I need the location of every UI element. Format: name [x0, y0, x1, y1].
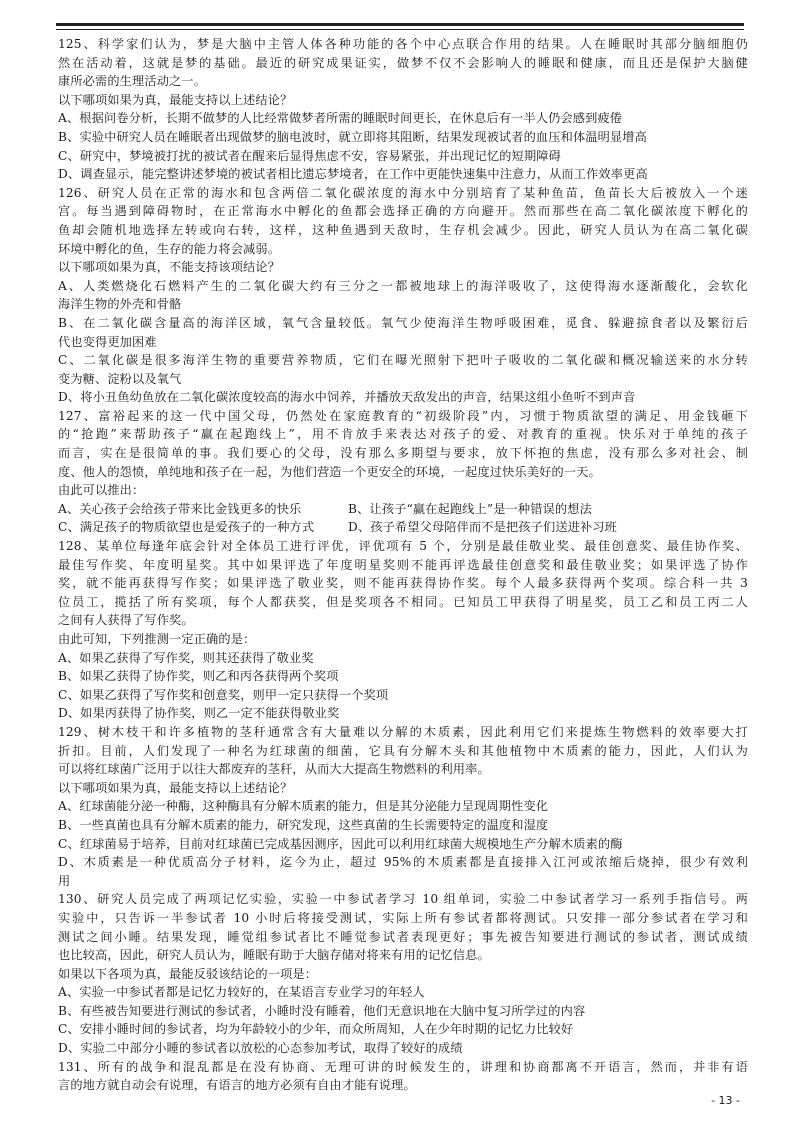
question-stem-line: 最佳写作奖、年度明星奖。其中如果评选了年度明星奖则不能再评选最佳创意奖和最佳敬业奖；如果评选了协作 [58, 557, 748, 572]
answer-option: A、红球菌能分泌一种酶，这种酶具有分解木质素的能力，但是其分泌能力呈现周期性变化 [58, 799, 549, 814]
question-stem-line: 131、所有的战争和混乱都是在没有协商、无理可讲的时候发生的，讲理和协商都离不开语言，然而，并非有语 [58, 1059, 748, 1074]
answer-option: B、实验中研究人员在睡眠者出现做梦的脑电波时，就立即将其阻断，结果发现被试者的血压和体温明显增高 [58, 129, 647, 144]
answer-option: D、实验二中部分小睡的参试者以放松的心态参加考试，取得了较好的成绩 [58, 1041, 463, 1056]
question-stem-line: 然在活动着，这就是梦的基础。最近的研究成果证实，做梦不仅不会影响人的睡眠和健康，而且还是保护大脑健 [58, 55, 748, 70]
answer-option: A、根据问卷分析，长期不做梦的人比经常做梦者所需的睡眠时间更长，在休息后有一半人仍会感到疲倦 [58, 111, 623, 126]
question-stem-line: 之间有人获得了写作奖。 [58, 613, 194, 628]
question-stem-line: 折扣。目前，人们发现了一种名为红球菌的细菌，它具有分解木头和其他植物中木质素的能力，因此，人们认为 [58, 743, 748, 758]
question-stem-line: 奖，就不能再获得写作奖；如果评选了敬业奖，则不能再获得协作奖。每个人最多获得两个奖项。综合科一共 3 [58, 576, 748, 591]
answer-option: B、如果乙获得了协作奖，则乙和丙各获得两个奖项 [58, 669, 339, 684]
question-prompt: 以下哪项如果为真，不能支持该项结论？ [58, 260, 281, 275]
question-stem-line: 位员工，揽括了所有奖项，每个人都获奖，但是奖项各不相同。已知员工甲获得了明星奖，员工乙和员工丙二人 [58, 594, 748, 609]
answer-option: D、调查显示，能完整讲述梦境的被试者相比遗忘梦境者，在工作中更能快速集中注意力，从而工作效率更高 [58, 167, 648, 182]
question-stem-line: 而言，实在是很简单的事。我们要心的父母，没有那么多期望与要求，放下怀抱的焦虑，没有那么多对社会、制 [58, 446, 748, 461]
answer-option: B、在二氧化碳含量高的海洋区域，氧气含量较低。氧气少使海洋生物呼吸困难，觅食、躲避掠食者以及繁衍后 [58, 315, 748, 330]
answer-option: 海洋生物的外壳和骨骼 [58, 297, 182, 312]
question-block [58, 184, 748, 407]
question-prompt: 如果以下各项为真，最能反驳该结论的一项是： [58, 966, 318, 981]
answer-option: A、关心孩子会给孩子带来比金钱更多的快乐 [58, 501, 302, 516]
answer-option: B、有些被告知要进行测试的参试者，小睡时没有睡着，他们无意识地在大脑中复习所学过的内容 [58, 1003, 586, 1018]
answer-option: D、孩子希望父母陪伴而不是把孩子们送进补习班 [348, 520, 618, 535]
question-prompt: 由此可以推出： [58, 483, 145, 498]
question-stem-line: 126、研究人员在正常的海水和包含两倍二氧化碳浓度的海水中分别培育了某种鱼苗，鱼苗长大后被放入一个迷 [58, 185, 748, 200]
question-stem-line: 的“抢跑”来帮助孩子“赢在起跑线上”，用不肯放手来表达对孩子的爱、对教育的重视。快乐对于单纯的孩子 [58, 427, 748, 442]
question-stem-line: 125、科学家们认为，梦是大脑中主管人体各种功能的各个中心点联合作用的结果。人在睡眠时其部分脑细胞仍 [58, 37, 748, 51]
header-rule-thin [56, 29, 744, 30]
answer-option: 代也变得更加困难 [58, 334, 157, 349]
question-stem-line: 环境中孵化的鱼，生存的能力将会减弱。 [58, 241, 281, 256]
answer-option: B、让孩子“赢在起跑线上”是一种错误的想法 [348, 501, 592, 516]
page-number: - 13 - [711, 1094, 740, 1107]
question-stem-line: 言的地方就自动会有说理，有语言的地方必须有自由才能有说理。 [58, 1078, 416, 1093]
question-stem-line: 128、某单位每逢年底会针对全体员工进行评优，评优项有 5 个，分别是最佳敬业奖、最佳创意奖、最佳协作奖、 [58, 539, 748, 554]
answer-option: 变为糖、淀粉以及氧气 [58, 371, 182, 386]
question-stem-line: 康所必需的生理活动之一。 [58, 74, 207, 89]
question-stem-line: 实验中，只告诉一半参试者 10 小时后将接受测试，实际上所有参试者都将测试。只安排一部分参试者在学习和 [58, 910, 748, 925]
answer-option: C、安排小睡时间的参试者，均为年龄较小的少年，而众所周知，人在少年时期的记忆力比较好 [58, 1022, 574, 1037]
answer-option: C、研究中，梦境被打扰的被试者在醒来后显得焦虑不安，容易紧张，并出现记忆的短期障碍 [58, 148, 561, 163]
answer-option: A、实验一中参试者都是记忆力较好的，在某语言专业学习的年轻人 [58, 985, 425, 1000]
question-prompt: 由此可知，下列推测一定正确的是： [58, 632, 256, 646]
answer-option-row [58, 518, 748, 537]
answer-option: C、二氧化碳是很多海洋生物的重要营养物质，它们在曝光照射下把叶子吸收的二氧化碳和概况输送来的水分转 [58, 353, 748, 368]
answer-option: A、如果乙获得了写作奖，则其还获得了敬业奖 [58, 650, 314, 665]
question-stem-line: 鱼却会随机地选择左转或向右转，这样，这种鱼遇到天敌时，生存机会减少。因此，研究人员认为在高二氧化碳 [58, 222, 748, 237]
document-body [58, 35, 748, 1095]
answer-option: D、如果丙获得了协作奖，则乙一定不能获得敬业奖 [58, 706, 340, 721]
question-prompt: 以下哪项如果为真，最能支持以上述结论？ [58, 780, 293, 795]
answer-option: B、一些真菌也具有分解木质素的能力，研究发现，这些真菌的生长需要特定的温度和湿度 [58, 817, 549, 832]
question-block [58, 890, 748, 1057]
question-stem-line: 宫。每当遇到障碍物时，在正常海水中孵化的鱼都会选择正确的方向避开。然而那些在高二氧化碳浓度下孵化的 [58, 204, 748, 219]
question-prompt: 以下哪项如果为真，最能支持以上述结论？ [58, 92, 293, 107]
header-rule-thick [56, 23, 744, 26]
question-block [58, 407, 748, 537]
question-stem-line: 可以将红球菌广泛用于以往大都废弃的茎秆，从而大大提高生物燃料的利用率。 [58, 762, 490, 777]
question-block [58, 1058, 748, 1095]
question-block [58, 35, 748, 184]
answer-option: D、将小丑鱼幼鱼放在二氧化碳浓度较高的海水中饲养，并播放天敌发出的声音，结果这组小鱼听不到声音 [58, 390, 636, 405]
question-block [58, 723, 748, 890]
question-stem-line: 也比较高，因此，研究人员认为，睡眠有助于大脑存储对将来有用的记忆信息。 [58, 948, 490, 963]
answer-option: A、人类燃烧化石燃料产生的二氧化碳大约有三分之一都被地球上的海洋吸收了，这使得海水逐渐酸化，会软化 [58, 278, 748, 293]
question-stem-line: 129、树木枝干和许多植物的茎秆通常含有大量难以分解的木质素，因此利用它们来提炼生物燃料的效率要大打 [58, 724, 748, 739]
question-block [58, 537, 748, 723]
question-stem-line: 130、研究人员完成了两项记忆实验，实验一中参试者学习 10 组单词，实验二中参试者学习一系列手指信号。两 [58, 892, 748, 907]
answer-option: 用 [58, 873, 71, 888]
question-stem-line: 127、富裕起来的这一代中国父母，仍然处在家庭教育的“初级阶段”内，习惯于物质欲望的满足、用金钱砸下 [58, 408, 748, 423]
question-stem-line: 测试之间小睡。结果发现，睡觉组参试者比不睡觉参试者表现更好；事先被告知要进行测试的参试者，测试成绩 [58, 929, 748, 944]
answer-option: C、如果乙获得了写作奖和创意奖，则甲一定只获得一个奖项 [58, 687, 389, 702]
answer-option: D、木质素是一种优质高分子材料，迄今为止，超过 95%的木质素都是直接排入江河或浓缩后烧掉，很少有效利 [58, 855, 748, 870]
answer-option: C、红球菌易于培养，目前对红球菌已完成基因测序，因此可以利用红球菌大规模地生产分解木质素的酶 [58, 836, 623, 851]
answer-option: C、满足孩子的物质欲望也是爱孩子的一种方式 [58, 520, 315, 535]
answer-option-row [58, 500, 748, 519]
question-stem-line: 度、他人的怨愤，单纯地和孩子在一起，为他们营造一个更安全的环境，一起度过快乐美好的一天。 [58, 464, 601, 479]
